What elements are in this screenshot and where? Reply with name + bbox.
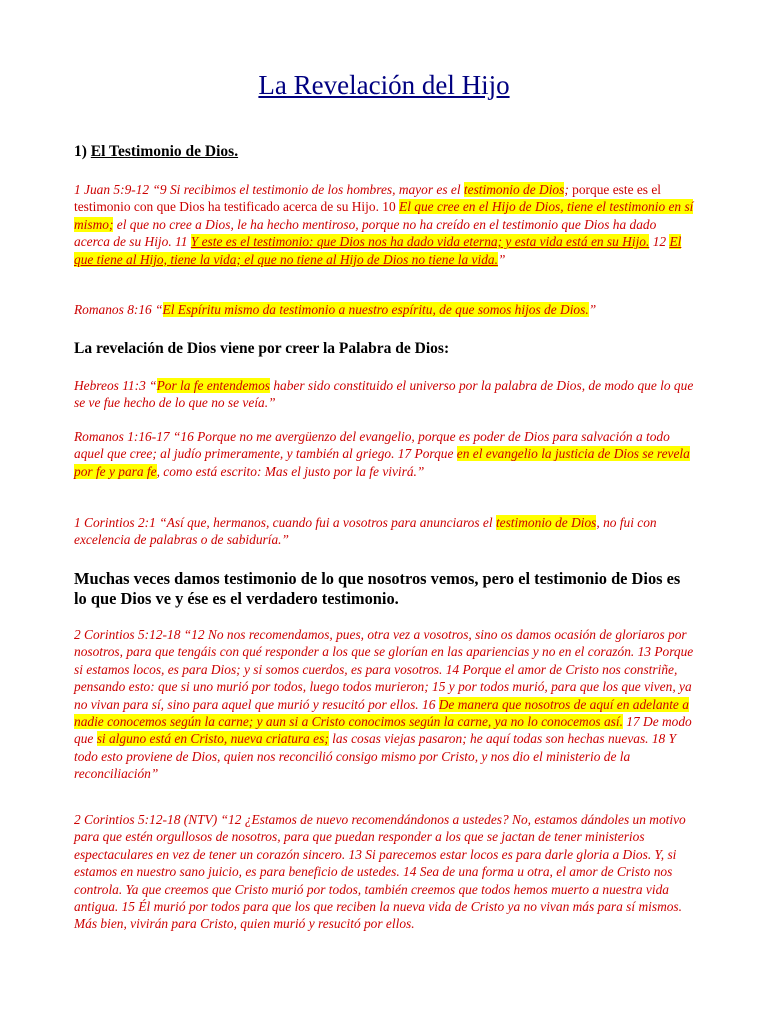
verse-reference: 2 Corintios 5:12-18 [74, 812, 181, 827]
verse-text: porque este es el testimonio con que Dios ha testificado acerca de su Hijo. 10 [74, 182, 662, 215]
highlighted-text: Y este es el testimonio: que Dios nos ha dado vida eterna; y esta vida está en su Hijo. [190, 234, 650, 250]
highlighted-text: en el evangelio la justicia de Dios se revela por fe y para fe [74, 446, 690, 479]
verse-reference: Romanos 1:16-17 [74, 429, 170, 444]
scripture-1-corintios-2 [74, 514, 694, 549]
verse-text: , no fui con excelencia de palabras o de sabiduría.” [74, 515, 657, 548]
highlighted-text: El que tiene al Hijo, tiene la vida; el que no tiene al Hijo de Dios no tiene la vida. [74, 234, 682, 267]
statement-testimony: Muchas veces damos testimonio de lo que nosotros vemos, pero el testimonio de Dios es lo que Dios ve y ése es el verdadero testimonio. [74, 569, 681, 608]
scripture-hebreos-11 [74, 377, 694, 412]
verse-text: las cosas viejas pasaron; he aquí todas son hechas nuevas. 18 Y todo esto proviene de Dios, quien nos reconcilió consigo mismo por Cristo, y nos dio el ministerio de la reconciliación” [74, 731, 677, 782]
verse-text: ” [497, 251, 506, 267]
scripture-2-corintios-5-rv [74, 626, 694, 783]
verse-text: haber sido constituido el universo por la palabra de Dios, de modo que lo que se ve fue hecho de lo que no se veía.” [74, 378, 694, 411]
verse-text: “12 No nos recomendamos, pues, otra vez a vosotros, sino os damos ocasión de gloriaros por nosotros, para que tengáis con qué responder a los que se glorían en las apariencias y no en el corazón. 13 Porque si estamos locos, es para Dios; y si somos cuerdos, es para vosotros. 14 Porque el amor de Cristo nos constriñe, pensando esto: que si uno murió por todos, luego todos murieron; 15 y por todos murió, para que los que viven, ya no vivan para sí, sino para aquel que murió y resucitó por ellos. 16 [74, 627, 694, 712]
verse-text: el que no cree a Dios, le ha hecho mentiroso, porque no ha creído en el testimonio que Dios ha dado acerca de su Hijo. 11 [74, 216, 657, 250]
verse-text: 17 De modo que [74, 714, 692, 747]
verse-text: “9 Si recibimos el testimonio de los hombres, mayor es el [149, 182, 464, 197]
page-title: La Revelación del Hijo [258, 70, 510, 100]
section-heading [74, 143, 238, 161]
highlighted-text: testimonio de Dios [495, 515, 597, 530]
verse-reference: Hebreos 11:3 [74, 378, 146, 393]
scripture-1-juan-5 [74, 181, 694, 268]
scripture-romanos-8 [74, 301, 694, 318]
verse-reference: 1 Corintios 2:1 [74, 515, 156, 530]
verse-reference: 2 Corintios 5:12-18 [74, 627, 181, 642]
verse-text: , como está escrito: Mas el justo por la fe vivirá.” [156, 463, 425, 479]
verse-text: “Así que, hermanos, cuando fui a vosotros para anunciaros el [155, 515, 496, 530]
scripture-romanos-1 [74, 428, 694, 480]
verse-text: “16 Porque no me avergüenzo del evangelio, porque es poder de Dios para salvación a todo aquel que cree; al judío primeramente, y también al griego. 17 Porque [74, 429, 670, 462]
verse-text: ; [564, 182, 573, 197]
highlighted-text: El que cree en el Hijo de Dios, tiene el testimonio en sí mismo; [74, 199, 694, 232]
verse-text: 12 [649, 234, 670, 250]
highlighted-text: testimonio de Dios [463, 182, 565, 197]
highlighted-text: El Espíritu mismo da testimonio a nuestro espíritu, de que somos hijos de Dios. [162, 302, 589, 317]
verse-text: “ [145, 378, 157, 393]
section-number: 1) [74, 143, 87, 160]
verse-text: “ [151, 302, 163, 317]
scripture-2-corintios-5-ntv [74, 811, 694, 933]
verse-text: ” [588, 302, 597, 317]
verse-reference: 1 Juan 5:9-12 [74, 182, 150, 197]
statement-revelation: La revelación de Dios viene por creer la Palabra de Dios: [74, 340, 450, 357]
verse-text: (NTV) “12 ¿Estamos de nuevo recomendándonos a ustedes? No, estamos dándoles un motivo para que estén orgullosos de nosotros, para que puedan responder a los que se jactan de tener ministerios espectaculares en vez de tener un corazón sincero. 13 Si parecemos estar locos es para darle gloria a Dios. Y, si estamos en nuestro sano juicio, es para beneficio de ustedes. 14 Sea de una forma u otra, el amor de Cristo nos controla. Ya que creemos que Cristo murió por todos, también creemos que todos hemos muerto a nuestra vida antigua. 15 Él murió por todos para que los que reciben la nueva vida de Cristo ya no vivan más para sí mismos. Más bien, vivirán para Cristo, quien murió y resucitó por ellos. [74, 812, 686, 932]
verse-reference: Romanos 8:16 [74, 302, 152, 317]
section-label: El Testimonio de Dios. [90, 143, 239, 160]
highlighted-text: Por la fe entendemos [156, 378, 270, 393]
highlighted-text: si alguno está en Cristo, nueva criatura es; [96, 731, 329, 747]
highlighted-text: De manera que nosotros de aquí en adelante a nadie conocemos según la carne; y aun si a Cristo conocimos según la carne, ya no lo conocemos así. [74, 696, 689, 730]
